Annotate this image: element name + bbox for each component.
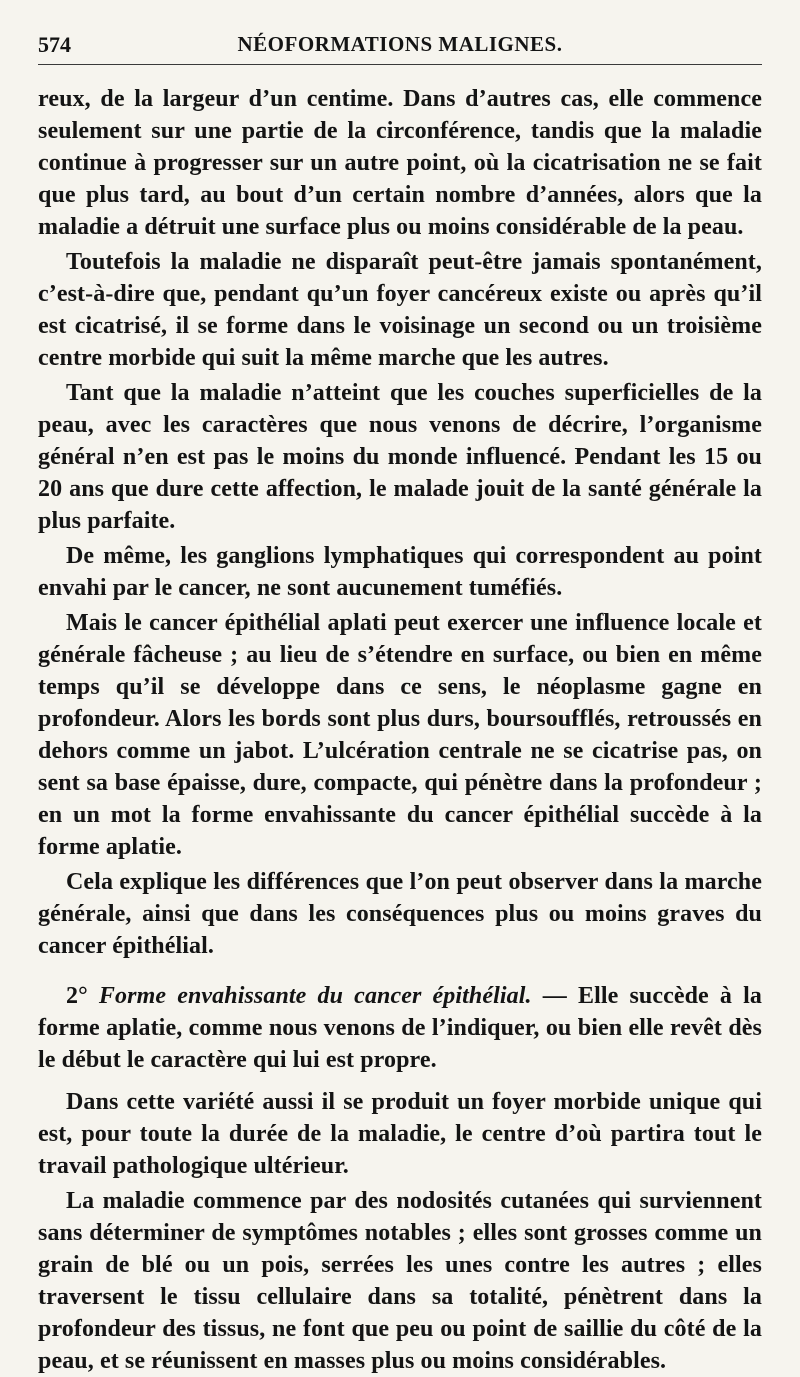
running-head: NÉOFORMATIONS MALIGNES. xyxy=(237,32,563,56)
body-text xyxy=(38,83,762,1377)
paragraph: Mais le cancer épithélial aplati peut exercer une influence locale et générale fâcheuse ; au lieu de s’étendre en surface, ou bien en même temps qu’il se développe dans ce sens, le néoplasme gagne en profondeur. Alors les bords sont plus durs, boursoufflés, retroussés en dehors comme un jabot. L’ulcération centrale ne se cicatrise pas, on sent sa base épaisse, dure, compacte, qui pénètre dans la profondeur ; en un mot la forme envahissante du cancer épithélial succède à la forme aplatie. xyxy=(38,610,762,860)
paragraph: De même, les ganglions lymphatiques qui correspondent au point envahi par le cancer, ne sont aucunement tuméfiés. xyxy=(38,543,762,601)
paragraph: La maladie commence par des nodosités cutanées qui surviennent sans déterminer de symptômes notables ; elles sont grosses comme un grain de blé ou un pois, serrées les unes contre les autres ; elles traversent le tissu cellulaire dans sa totalité, pénètrent dans la profondeur des tissus, ne font que peu ou point de saillie du côté de la peau, et se réunissent en masses plus ou moins considérables. xyxy=(38,1188,762,1374)
page-header xyxy=(38,30,762,65)
section-text: — Elle succède à la forme aplatie, comme nous venons de l’indiquer, ou bien elle revêt dès le début le caractère qui lui est propre. xyxy=(38,983,763,1073)
paragraph: Cela explique les différences que l’on peut observer dans la marche générale, ainsi que dans les conséquences plus ou moins graves du cancer épithélial. xyxy=(38,869,762,959)
section-number: 2° xyxy=(66,983,99,1009)
paragraph: Tant que la maladie n’atteint que les couches superficielles de la peau, avec les caractères que nous venons de décrire, l’organisme général n’en est pas le moins du monde influencé. Pendant les 15 ou 20 ans que dure cette affection, le malade jouit de la santé générale la plus parfaite. xyxy=(38,380,762,534)
section-paragraph xyxy=(38,980,762,1076)
paragraph: reux, de la largeur d’un centime. Dans d’autres cas, elle commence seulement sur une partie de la circonférence, tandis que la maladie continue à progresser sur un autre point, où la cicatrisation ne se fait que plus tard, au bout d’un certain nombre d’années, alors que la maladie a détruit une surface plus ou moins considérable de la peau. xyxy=(38,86,762,240)
paragraph: Dans cette variété aussi il se produit un foyer morbide unique qui est, pour toute la durée de la maladie, le centre d’où partira tout le travail pathologique ultérieur. xyxy=(38,1089,762,1179)
paragraph: Toutefois la maladie ne disparaît peut-être jamais spontanément, c’est-à-dire que, pendant qu’un foyer cancéreux existe ou après qu’il est cicatrisé, il se forme dans le voisinage un second ou un troisième centre morbide qui suit la même marche que les autres. xyxy=(38,249,762,371)
section-title: Forme envahissante du cancer épithélial. xyxy=(98,983,532,1009)
page-number: 574 xyxy=(38,32,71,57)
